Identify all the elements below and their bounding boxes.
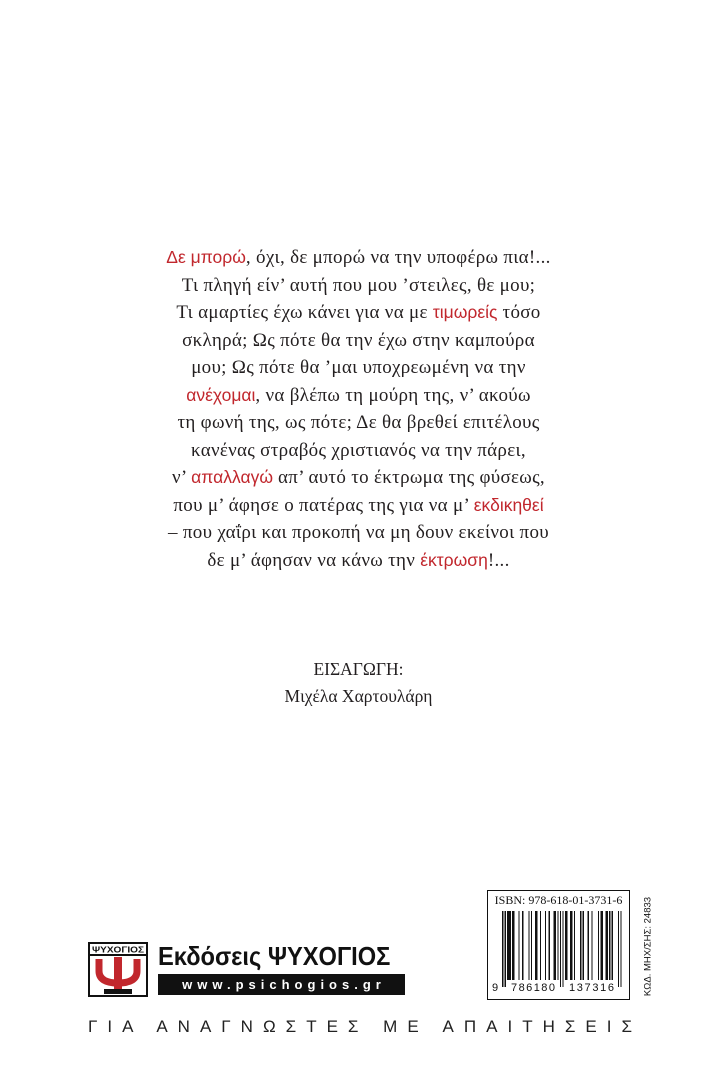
quote-line [100,327,617,355]
quote-text: μου; Ως πότε θα ’μαι υποχρεωμένη να την [191,357,526,378]
quote-text: κανένας στραβός χριστιανός να την πάρει, [191,439,526,461]
quote-text: τη φωνή της, ως πότε; Δε θα βρεθεί επιτέλους [177,412,540,433]
intro-author: Μιχέλα Χαρτουλάρη [284,686,433,706]
quote-text: τόσο [497,302,541,323]
publisher-website-link[interactable]: www.psichogios.gr [158,974,405,995]
barcode-bar [507,911,511,980]
barcode-bar [522,911,523,980]
barcode-bar [565,911,568,980]
quote-line [100,547,617,575]
barcode-bar [562,911,563,987]
quote-line [100,519,617,547]
quote-highlight: τιμωρείς [432,302,498,322]
barcode-bar [612,911,613,980]
barcode-left-digits: 786180 [511,982,555,994]
barcode-bar [531,911,532,980]
quote-text: – που χαΐρι και προκοπή να μη δουν εκείνοι που [168,522,549,543]
barcode-first-digit: 9 [491,982,499,994]
quote-line [100,244,617,272]
blurb-quote [100,244,617,574]
barcode-bar [545,911,546,980]
barcode-bar [600,911,603,980]
isbn-number: ISBN: 978-618-01-3731-6 [494,893,623,907]
barcode-bar [591,911,592,980]
quote-text: σκληρά; Ως πότε θα την έχω στην καμπούρα [182,329,535,351]
quote-text: Τι αμαρτίες έχω κάνει για να με [176,302,433,323]
introduction-credit [100,656,617,710]
quote-highlight: έκτρωση [420,549,488,570]
quote-line [100,409,617,437]
quote-line [100,437,617,465]
barcode-bars [489,909,628,995]
barcode-bar [570,911,573,980]
quote-line [100,464,617,492]
quote-text: δε μ’ άφησαν να κάνω την [207,549,421,571]
logo-wordmark: ΨΥΧΟΓΙΟΣ [92,944,144,955]
publisher-logo-icon [88,942,148,997]
quote-line [100,492,617,520]
quote-text: , να βλέπω τη μούρη της, ν’ ακούω [255,384,531,406]
barcode-bar [598,911,599,980]
quote-highlight: Δε μπορώ [166,247,246,267]
publisher-tagline [86,1012,634,1038]
quote-highlight: εκδικηθεί [473,494,544,515]
barcode-bar-group [502,911,622,987]
quote-highlight: ανέχομαι [186,384,256,405]
barcode-bar [618,911,619,987]
barcode-bar [609,911,610,980]
quote-line [100,354,617,382]
quote-line [100,382,617,410]
quote-text: απ’ αυτό το έκτρωμα της φύσεως, [273,467,545,488]
quote-text: Τι πληγή είν’ αυτή που μου ’στειλες, θε μου; [181,274,536,296]
barcode-bar [620,911,621,987]
barcode-bar [557,911,558,980]
product-code: ΚΩΔ. ΜΗΧ/ΣΗΣ: 24833 [642,896,654,997]
barcode-right-digits: 137316 [569,982,614,994]
barcode-bar [518,911,519,980]
barcode-bar [502,911,503,987]
barcode-bar [549,911,550,980]
intro-label: ΕΙΣΑΓΩΓΗ: [313,659,404,679]
barcode-bar [580,911,581,980]
barcode-bar [574,911,575,980]
quote-text: , όχι, δε μπορώ να την υποφέρω πια!... [245,247,551,268]
barcode-bar [588,911,589,980]
quote-line [100,272,617,300]
barcode-bar [512,911,515,980]
quote-text: που μ’ άφησε ο πατέρας της για να μ’ [173,494,474,516]
barcode-bar [560,911,561,987]
quote-text: ν’ [172,467,192,488]
barcode-bar [554,911,557,980]
tagline-text: ΓΙΑ ΑΝΑΓΝΩΣΤΕΣ ΜΕ ΑΠΑΙΤΗΣΕΙΣ [88,1017,633,1036]
publisher-name: Εκδόσεις ΨΥΧΟΓΙΟΣ [158,941,391,971]
barcode-bar [540,911,541,980]
barcode-bar [528,911,529,980]
quote-line [100,299,617,327]
barcode-bar [605,911,608,980]
quote-highlight: απαλλαγώ [191,467,273,487]
barcode-bar [583,911,584,980]
isbn-barcode-box [487,890,630,1000]
barcode-bar [535,911,538,980]
quote-text: !... [487,549,510,571]
barcode-bar [505,911,506,987]
